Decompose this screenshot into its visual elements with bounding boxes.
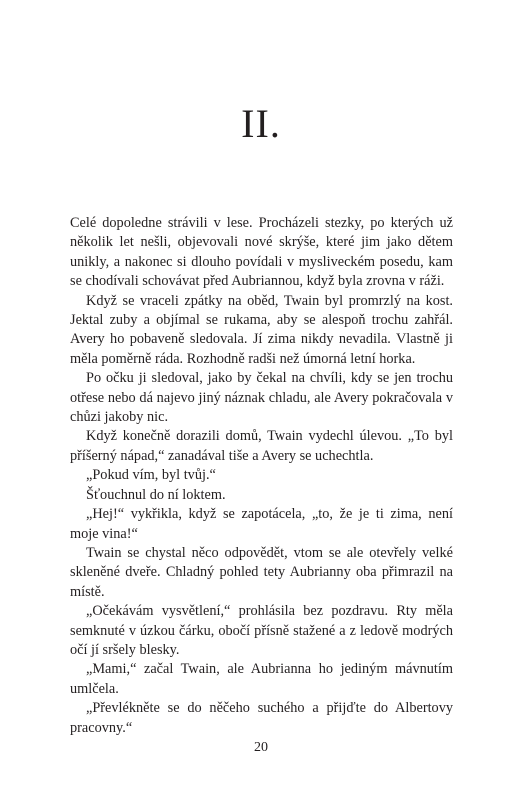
paragraph-11: „Převlékněte se do něčeho suchého a přijďte do Albertovy pracovny.“ [70,700,453,736]
paragraph-8: Twain se chystal něco odpovědět, vtom se ale otevřely velké skleněné dveře. Chladný pohled tety Aubrianny oba přimrazil na místě. [70,544,453,600]
paragraph-1: Celé dopoledne strávili v lese. Procházeli stezky, po kterých už několik let nešli, objevovali nové skrýše, které jim jako dětem unikly, a nakonec si dlouho povídali v mysliveckém posedu, kam se chodívali schovávat před Aubriannou, když byla zrovna v ráži. [70,215,453,290]
paragraph-5: „Pokud vím, byl tvůj.“ [86,467,216,484]
chapter-title: II. [241,101,281,146]
paragraph-2: Když se vraceli zpátky na oběd, Twain byl promrzlý na kost. Jektal zuby a objímal se rukama, aby se alespoň trochu zahřál. Avery ho pobaveně sledovala. Jí zima nikdy nevadila. Vlastně ji měla poměrně ráda. Rozhodně radši než úmorná letní horka. [70,292,453,367]
paragraph-4: Když konečně dorazili domů, Twain vydechl úlevou. „To byl příšerný nápad,“ zanadával tiše a Avery se uchechtla. [70,428,453,464]
chapter-body [70,214,453,738]
paragraph-6: Šťouchnul do ní loktem. [86,486,226,503]
page-number: 20 [254,740,268,755]
paragraph-9: „Očekávám vysvětlení,“ prohlásila bez pozdravu. Rty měla semknuté v úzkou čárku, obočí přísně stažené a z ledově modrých očí jí sršely blesky. [70,603,453,658]
paragraph-10: „Mami,“ začal Twain, ale Aubrianna ho jediným mávnutím umlčela. [70,661,453,697]
paragraph-3: Po očku ji sledoval, jako by čekal na chvíli, kdy se jen trochu otřese nebo dá najevo jiný náznak chladu, ale Avery pokračovala v chůzi jakoby nic. [70,370,453,426]
paragraph-7: „Hej!“ vykřikla, když se zapotácela, „to, že je ti zima, není moje vina!“ [70,506,453,542]
